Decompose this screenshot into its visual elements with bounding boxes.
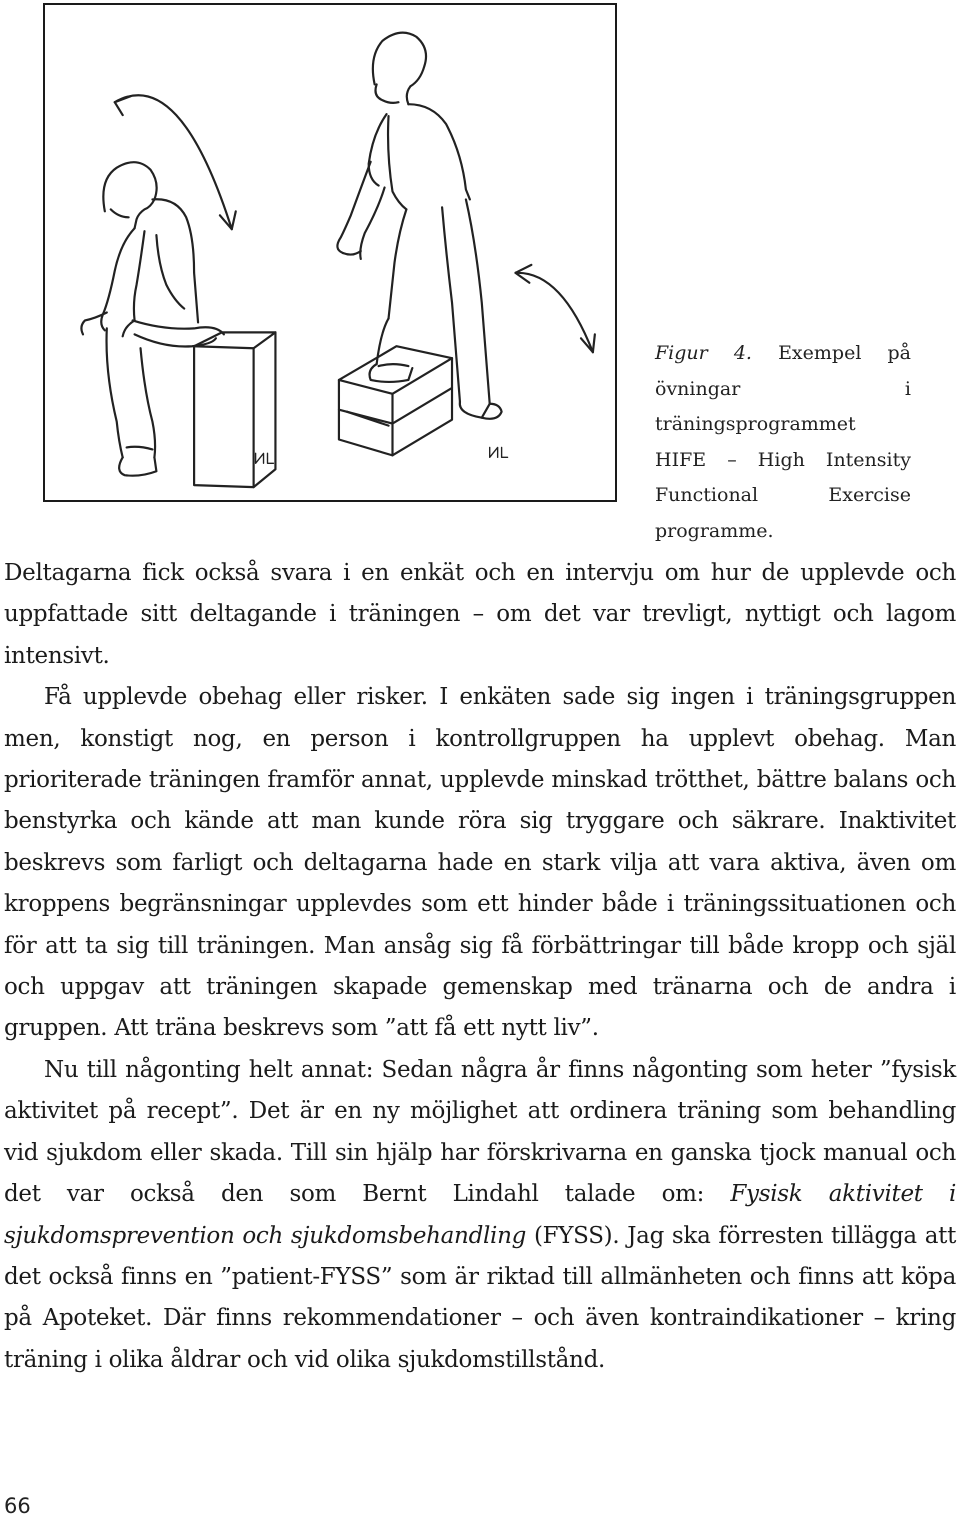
figure-caption-text: Exempel på övningar i träningsprogrammet HIFE – High Intensity Functional Exercise programme. bbox=[655, 342, 911, 542]
page-number: 66 bbox=[4, 1494, 31, 1518]
stepping-person bbox=[337, 33, 501, 419]
figure-caption-label: Figur 4. bbox=[655, 342, 752, 364]
artist-signature-right bbox=[490, 447, 508, 457]
paragraph: Få upplevde obehag eller risker. I enkäten sade sig ingen i träningsgruppen men, konstigt nog, en person i kontrollgruppen ha upplevt obehag. Man prioriterade träningen framför annat, upplevde minskad trötthet, bättre balans och benstyrka och kände att man kunde röra sig tryggare och säkrare. Inaktivitet beskrevs som farligt och deltagarna hade en stark vilja att vara aktiva, även om kroppens begränsningar upplevdes som ett hinder både i träningssituationen och för att ta sig till träningen. Man ansåg sig få förbättringar till både kropp och själ och uppgav att träningen skapade gemenskap med tränarna och de andra i gruppen. Att träna beskrevs som ”att få ett nytt liv”. bbox=[4, 684, 956, 1042]
paragraph: Deltagarna fick också svara i en enkät och en intervju om hur de upplevde och uppfattade sitt deltagande i träningen – om det var trevligt, nyttigt och lagom intensivt. bbox=[4, 560, 956, 669]
figure-caption bbox=[655, 336, 911, 549]
exercise-drawing bbox=[45, 5, 615, 500]
book-title: Fysisk aktivitet i sjukdomsprevention och sjukdomsbehandling bbox=[4, 1181, 957, 1249]
seated-person bbox=[81, 162, 223, 476]
body-text bbox=[4, 553, 956, 1381]
step-boxes bbox=[339, 346, 452, 455]
paragraph-text: Nu till någonting helt annat: Sedan några år finns någonting som heter ”fysisk aktivitet på recept”. Det är en ny möjlighet att ordinera träning som behandling vid sjukdom eller skada. Till sin hjälp har förskrivarna en ganska tjock manual och det var också den som Bernt Lindahl talade om: bbox=[4, 1056, 956, 1208]
paragraph-text: (FYSS). Jag ska förresten tillägga att det också finns en ”patient-FYSS” som är riktad till allmänheten och finns att köpa på Apoteket. Där finns rekommendationer – och även kontraindikationer – kring träning i olika åldrar och vid olika sjukdomstillstånd. bbox=[4, 1222, 957, 1373]
exercise-illustration bbox=[43, 3, 617, 502]
artist-signature-left bbox=[256, 453, 274, 463]
paragraph bbox=[4, 1050, 956, 1381]
step-up-arrow bbox=[516, 265, 595, 352]
